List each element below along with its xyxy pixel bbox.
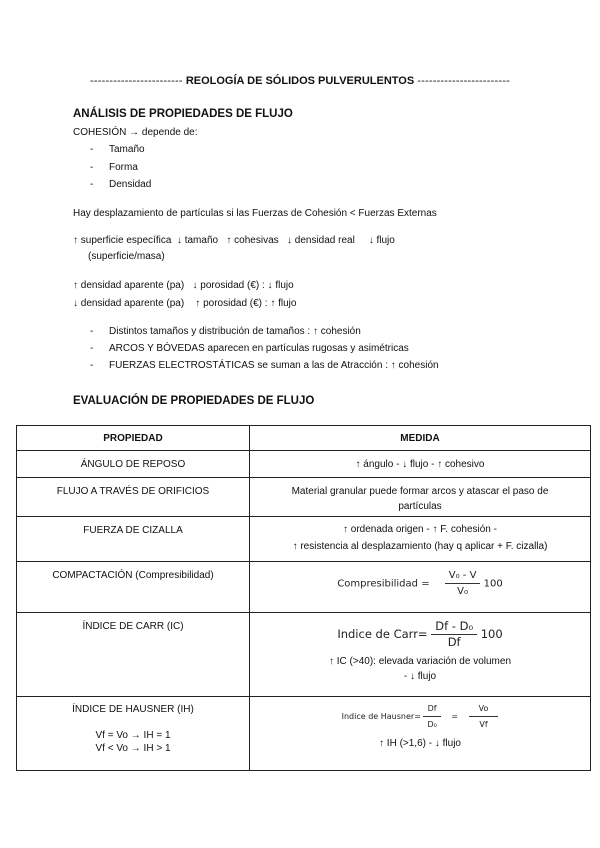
cohesion-line: COHESIÓN → depende de: — [73, 127, 198, 138]
measure-cell: Material granular puede formar arcos y atascar el paso de partículas — [291, 486, 549, 512]
property-cell: ÁNGULO DE REPOSO — [80, 459, 186, 470]
factor-item: - Densidad — [90, 179, 152, 190]
title-dashes-left: ------------------------ — [90, 75, 183, 87]
note-item: - ARCOS Y BÓVEDAS aparecen en partículas rugosas y asimétricas — [90, 343, 409, 354]
table-row — [17, 562, 591, 613]
compressibility-formula: Compresibilidad = $\frac{\text{V₀ - V}}{\text{V₀}}$ 100 — [337, 570, 503, 597]
hausner-cell: Indice de Hausner= $\frac{Df}{\text{D₀}}$ = $\frac{Vo}{Vf}$ ↑ IH (>1,6) - ↓ flujo — [250, 697, 590, 751]
title-dashes-right: ------------------------ — [417, 75, 510, 87]
header-measure: MEDIDA — [250, 426, 591, 451]
document-title — [0, 75, 600, 87]
table-row — [17, 451, 591, 478]
header-property: PROPIEDAD — [17, 426, 250, 451]
properties-table — [16, 425, 591, 771]
measure-cell: ↑ ángulo - ↓ flujo - ↑ cohesivo — [355, 459, 485, 470]
table-row — [17, 478, 591, 517]
hausner-formula: Indice de Hausner= $\frac{Df}{\text{D₀}}$ = $\frac{Vo}{Vf}$ — [256, 701, 584, 732]
carr-cell: Indice de Carr= $\frac{\text{Df - D₀}}{Df}$ 100 ↑ IC (>40): elevada variación de volumen - ↓ flujo — [250, 613, 590, 684]
analysis-heading: ANÁLISIS DE PROPIEDADES DE FLUJO — [73, 108, 293, 120]
factor-item: - Tamaño — [90, 144, 145, 155]
property-cell: FLUJO A TRAVÉS DE ORIFICIOS — [56, 486, 210, 497]
surface-sub: (superficie/masa) — [88, 251, 165, 262]
title-text: REOLOGÍA DE SÓLIDOS PULVERULENTOS — [185, 75, 415, 87]
measure-cell: ↑ ordenada origen - ↑ F. cohesión - ↑ resistencia al desplazamiento (hay q aplicar + F. cizalla) — [292, 524, 548, 552]
property-cell: ÍNDICE DE CARR (IC) — [82, 621, 184, 632]
property-cell: FUERZA DE CIZALLA — [83, 525, 183, 536]
table-header-row — [17, 426, 591, 451]
table-row — [17, 697, 591, 771]
evaluation-heading: EVALUACIÓN DE PROPIEDADES DE FLUJO — [73, 395, 315, 407]
property-cell: ÍNDICE DE HAUSNER (IH) Vf = Vo → IH = 1 Vf < Vo → IH > 1 — [72, 704, 194, 754]
surface-line: ↑ superficie específica ↓ tamaño ↑ cohesivas ↓ densidad real ↓ flujo — [73, 235, 395, 246]
property-cell: COMPACTACIÓN (Compresibilidad) — [52, 570, 214, 581]
displacement-text: Hay desplazamiento de partículas si las Fuerzas de Cohesión < Fuerzas Externas — [73, 208, 437, 219]
factor-item: - Forma — [90, 162, 138, 173]
density-line-1: ↑ densidad aparente (pa) ↓ porosidad (€) : ↓ flujo — [73, 280, 294, 291]
note-item: - FUERZAS ELECTROSTÁTICAS se suman a las de Atracción : ↑ cohesión — [90, 360, 439, 371]
table-row — [17, 613, 591, 697]
note-item: - Distintos tamaños y distribución de tamaños : ↑ cohesión — [90, 326, 361, 337]
table-row — [17, 517, 591, 562]
carr-formula: Indice de Carr= $\frac{\text{Df - D₀}}{Df}$ 100 — [337, 619, 503, 649]
density-line-2: ↓ densidad aparente (pa) ↑ porosidad (€) : ↑ flujo — [73, 298, 297, 309]
